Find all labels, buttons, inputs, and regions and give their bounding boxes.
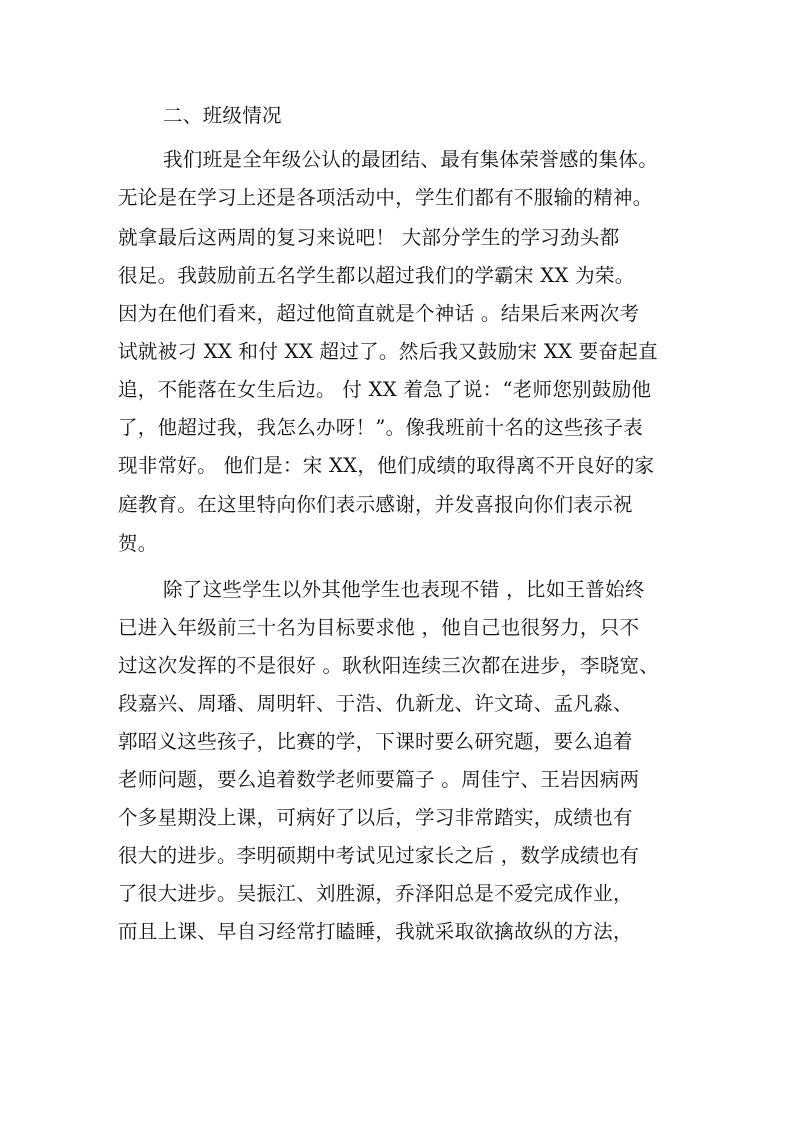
paragraph-line: 段嘉兴、周璠、周明轩、于浩、仇新龙、许文琦、孟凡淼、 (118, 692, 633, 715)
paragraph-line: 了，他超过我，我怎么办呀！”。像我班前十名的这些孩子表 (118, 416, 644, 439)
paragraph-line: 老师问题，要么追着数学老师要篇子 。周佳宁、王岩因病两 (118, 768, 640, 791)
paragraph-line: 很足。我鼓励前五名学生都以超过我们的学霸宋 XX 为荣。 (118, 264, 635, 287)
paragraph-line: 现非常好。 他们是：宋 XX，他们成绩的取得离不开良好的家 (118, 454, 655, 477)
paragraph-line: 追，不能落在女生后边。 付 XX 着急了说：“老师您别鼓励他 (118, 378, 652, 401)
paragraph-line: 郭昭义这些孩子，比赛的学，下课时要么研究题，要么追着 (118, 730, 633, 753)
paragraph-line: 除了这些学生以外其他学生也表现不错 ，比如王普始终 (163, 578, 645, 601)
paragraph-line: 庭教育。在这里特向你们表示感谢，并发喜报向你们表示祝 (118, 493, 633, 516)
paragraph-line: 我们班是全年级公认的最团结、最有集体荣誉感的集体。 (163, 148, 659, 171)
paragraph-line: 而且上课、早自习经常打瞌睡，我就采取欲擒故纵的方法， (118, 920, 633, 943)
paragraph-line: 试就被刁 XX 和付 XX 超过了。然后我又鼓励宋 XX 要奋起直 (118, 340, 658, 363)
paragraph-line: 过这次发挥的不是很好 。耿秋阳连续三次都在进步，李晓宽、 (118, 654, 660, 677)
paragraph-line: 个多星期没上课，可病好了以后，学习非常踏实，成绩也有 (118, 806, 633, 829)
paragraph-line: 很大的进步。李明硕期中考试见过家长之后 ，数学成绩也有 (118, 844, 640, 867)
paragraph-line: 了很大进步。吴振江、刘胜源，乔泽阳总是不爱完成作业， (118, 882, 633, 905)
section-heading: 二、班级情况 (163, 104, 282, 127)
paragraph-line: 因为在他们看来，超过他简直就是个神话 。结果后来两次考 (118, 302, 640, 325)
paragraph-line: 已进入年级前三十名为目标要求他 ，他自己也很努力，只不 (118, 616, 640, 639)
paragraph-line: 就拿最后这两周的复习来说吧！ 大部分学生的学习劲头都 (118, 226, 620, 249)
paragraph-line: 无论是在学习上还是各项活动中，学生们都有不服输的精神。 (118, 186, 653, 209)
paragraph-line: 贺。 (118, 532, 158, 555)
